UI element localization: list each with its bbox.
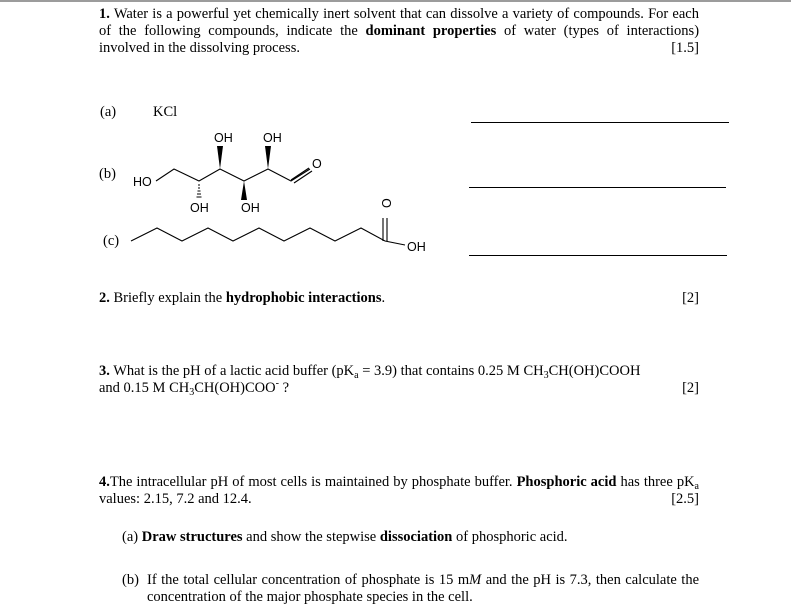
question-4a-label: (a) <box>122 529 139 545</box>
struct-b-aldehyde-o: O <box>312 157 322 171</box>
question-4b-label: (b) <box>122 572 139 588</box>
question-3-marks: [2] <box>682 380 699 396</box>
question-4a-text: (a) Draw structures and show the stepwise dissociation of phosphoric acid. <box>122 529 568 545</box>
question-1-bold-term: dominant properties <box>365 23 497 39</box>
struct-c-carbonyl-o: O <box>380 198 394 208</box>
answer-line-a <box>471 122 729 123</box>
question-1-marks: [1.5] <box>671 40 699 56</box>
item-a-label: (a) <box>100 104 117 120</box>
question-4-bold-term: Phosphoric acid <box>516 474 617 490</box>
struct-b-bonds <box>156 168 312 183</box>
struct-c-oh: OH <box>407 240 426 254</box>
question-3-number: 3. <box>99 363 110 379</box>
compound-kcl: KCl <box>153 104 178 120</box>
answer-line-b <box>469 187 726 188</box>
struct-c-bonds <box>131 218 405 245</box>
question-2-bold-term: hydrophobic interactions <box>225 290 382 306</box>
item-c-label: (c) <box>103 233 120 249</box>
question-3-text: 3. What is the pH of a lactic acid buffer $(pK_a = 3.9)$ that contains 0.25 M $CH_3CH(OH)COOH$ and 0.15 M $CH_3CH(OH)COO^-$ ? <box>99 363 641 398</box>
question-1-text: 1. Water is a powerful yet chemically inert solvent that can dissolve a variety of compounds. For each of the following compounds, indicate the dominant properties of water (types of interactions) involved in the dissolving process. <box>99 6 700 56</box>
question-1-number: 1. <box>99 6 110 22</box>
question-4-text: 4.The intracellular pH of most cells is maintained by phosphate buffer. Phosphoric acid has three $pK_a$ values: 2.15, 7.2 and 12.4. <box>99 474 699 507</box>
answer-line-c <box>469 255 727 256</box>
struct-b-oh-bottom-2: OH <box>241 201 260 215</box>
structure-c <box>125 190 435 260</box>
item-b-label: (b) <box>99 166 116 182</box>
struct-b-oh-top-1: OH <box>214 131 233 145</box>
page-top-border <box>0 0 791 2</box>
struct-b-oh-top-2: OH <box>263 131 282 145</box>
question-2-number: 2. <box>99 290 110 306</box>
struct-b-oh-bottom-1: OH <box>190 201 209 215</box>
question-2-marks: [2] <box>682 290 699 306</box>
question-4-number: 4. <box>99 474 110 490</box>
question-4b-text: If the total cellular concentration of phosphate is 15 mM and the pH is 7.3, then calculate the concentration of the major phosphate species in the cell. <box>147 572 699 605</box>
question-2-text: 2. Briefly explain the hydrophobic interactions. <box>99 290 386 306</box>
question-4-marks: [2.5] <box>671 491 699 507</box>
struct-b-ho: HO <box>133 175 152 189</box>
